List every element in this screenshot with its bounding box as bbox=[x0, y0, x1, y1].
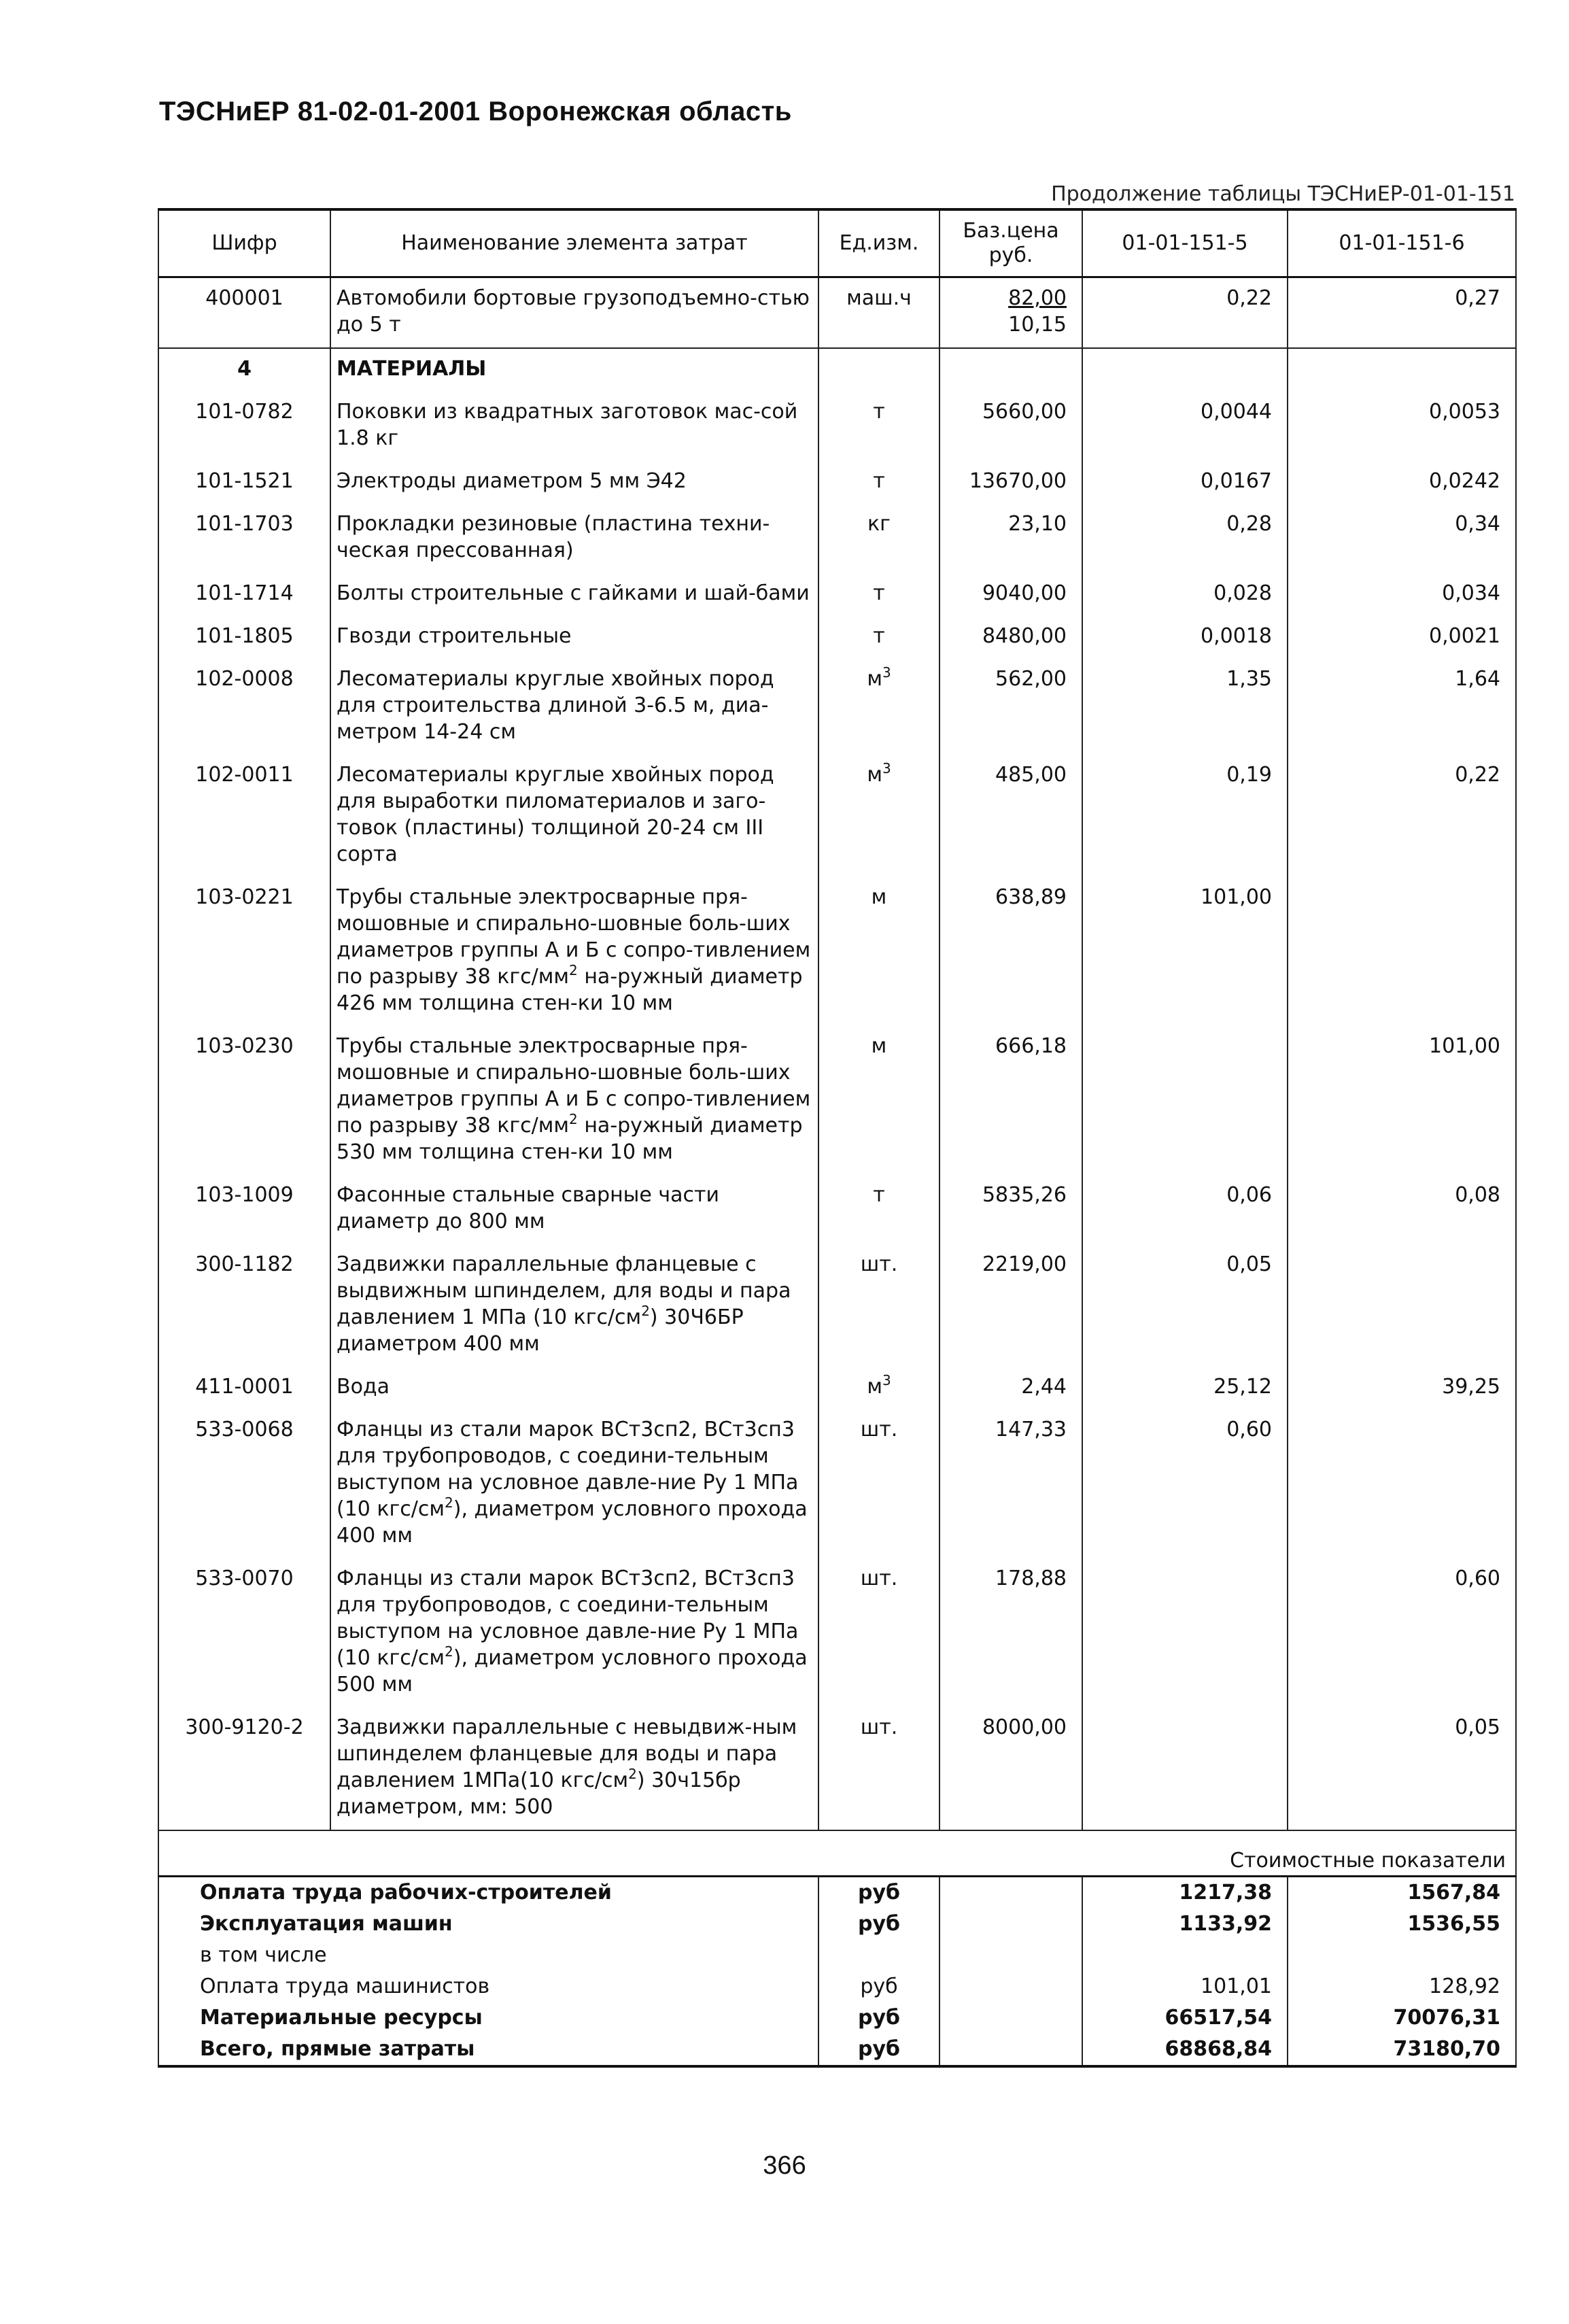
cell-name: Задвижки параллельные с невыдвиж-ным шпинделем фланцевые для воды и пара давлением 1МПа(10 кгс/$см^2$) 30ч15бр диаметром, мм: 500 bbox=[330, 1707, 818, 1830]
cell-151-6 bbox=[1288, 1244, 1516, 1367]
cell-name: Трубы стальные электросварные пря-мошовные и спирально-шовные боль-ших диаметров группы А и Б с сопро-тивлением по разрыву 38 кгс/$мм^2$ на-ружный диаметр 426 мм толщина стен-ки 10 мм bbox=[330, 877, 818, 1026]
cell-151-5: 0,19 bbox=[1082, 755, 1288, 877]
cell-unit: $м^3$ bbox=[818, 1367, 939, 1409]
summary-heading-row bbox=[158, 1830, 1516, 1877]
cell-unit: шт. bbox=[818, 1707, 939, 1830]
column-header-151-6: 01-01-151-6 bbox=[1288, 209, 1516, 277]
table-header-row bbox=[158, 209, 1516, 277]
cell-price: 638,89 bbox=[939, 877, 1082, 1026]
cell-code: 101-1805 bbox=[158, 616, 330, 659]
cell-unit: маш.ч bbox=[818, 277, 939, 349]
cell-151-5: 0,60 bbox=[1082, 1409, 1288, 1558]
table-row bbox=[158, 504, 1516, 573]
cell-name: Автомобили бортовые грузоподъемно-стью до 5 т bbox=[330, 277, 818, 349]
cell-unit: м bbox=[818, 1026, 939, 1175]
summary-151-5: 68868,84 bbox=[1082, 2034, 1288, 2066]
column-header-code: Шифр bbox=[158, 209, 330, 277]
summary-price-empty bbox=[939, 1971, 1082, 2002]
cell-code: 101-0782 bbox=[158, 392, 330, 461]
table-row bbox=[158, 277, 1516, 349]
summary-price-empty bbox=[939, 2034, 1082, 2066]
summary-label: в том числе bbox=[158, 1940, 818, 1971]
cell-151-5 bbox=[1082, 1707, 1288, 1830]
cell-code: 101-1703 bbox=[158, 504, 330, 573]
price-value: 82,00 bbox=[1008, 286, 1067, 310]
cell-price: 5835,26 bbox=[939, 1175, 1082, 1244]
cell-151-6: 0,05 bbox=[1288, 1707, 1516, 1830]
document-title: ТЭСНиЕР 81-02-01-2001 Воронежская область bbox=[159, 97, 792, 126]
table-row bbox=[158, 573, 1516, 616]
summary-151-6 bbox=[1288, 1940, 1516, 1971]
cell-code: 103-1009 bbox=[158, 1175, 330, 1244]
summary-label: Всего, прямые затраты bbox=[158, 2034, 818, 2066]
cell-151-6: 0,22 bbox=[1288, 755, 1516, 877]
table-row bbox=[158, 877, 1516, 1026]
summary-unit: руб bbox=[818, 2002, 939, 2034]
page-number: 366 bbox=[763, 2151, 806, 2180]
table-row bbox=[158, 1026, 1516, 1175]
summary-151-5: 101,01 bbox=[1082, 1971, 1288, 2002]
cell-code: 101-1714 bbox=[158, 573, 330, 616]
summary-151-6: 73180,70 bbox=[1288, 2034, 1516, 2066]
cell-name: Электроды диаметром 5 мм Э42 bbox=[330, 461, 818, 504]
cell-price: 13670,00 bbox=[939, 461, 1082, 504]
cell-151-6: 0,34 bbox=[1288, 504, 1516, 573]
cell-name: Прокладки резиновые (пластина техни-ческая прессованная) bbox=[330, 504, 818, 573]
summary-151-6: 128,92 bbox=[1288, 1971, 1516, 2002]
cell-151-5: 0,28 bbox=[1082, 504, 1288, 573]
cell-price: 2219,00 bbox=[939, 1244, 1082, 1367]
cell-151-5: 0,028 bbox=[1082, 573, 1288, 616]
cell-unit: шт. bbox=[818, 1409, 939, 1558]
table-row bbox=[158, 461, 1516, 504]
section-row bbox=[158, 348, 1516, 392]
cell-151-6 bbox=[1288, 1409, 1516, 1558]
cell-price: 8000,00 bbox=[939, 1707, 1082, 1830]
table-row bbox=[158, 1409, 1516, 1558]
cell-code: 103-0221 bbox=[158, 877, 330, 1026]
summary-151-6: 70076,31 bbox=[1288, 2002, 1516, 2034]
cell-151-6: 0,27 bbox=[1288, 277, 1516, 349]
summary-151-5: 66517,54 bbox=[1082, 2002, 1288, 2034]
cell-151-6 bbox=[1288, 877, 1516, 1026]
cell-code: 101-1521 bbox=[158, 461, 330, 504]
norms-table bbox=[158, 208, 1517, 2068]
cell-unit: м bbox=[818, 877, 939, 1026]
cell-151-6: 0,034 bbox=[1288, 573, 1516, 616]
cell-151-6: 101,00 bbox=[1288, 1026, 1516, 1175]
cell-price: 5660,00 bbox=[939, 392, 1082, 461]
cell-unit: кг bbox=[818, 504, 939, 573]
summary-row bbox=[158, 1877, 1516, 1909]
summary-151-5: 1217,38 bbox=[1082, 1877, 1288, 1909]
summary-price-empty bbox=[939, 1877, 1082, 1909]
cell-price: 23,10 bbox=[939, 504, 1082, 573]
cell-151-6: 0,0053 bbox=[1288, 392, 1516, 461]
table-row bbox=[158, 392, 1516, 461]
cell-151-5: 0,0044 bbox=[1082, 392, 1288, 461]
summary-unit: руб bbox=[818, 1877, 939, 1909]
table-row bbox=[158, 1367, 1516, 1409]
summary-row bbox=[158, 1940, 1516, 1971]
cell-name: Фланцы из стали марок ВСт3сп2, ВСт3сп3 для трубопроводов, с соедини-тельным выступом на условное давле-ние Ру 1 МПа (10 кгс/$см^2$), диаметром условного прохода 500 мм bbox=[330, 1558, 818, 1707]
cell-151-5: 0,06 bbox=[1082, 1175, 1288, 1244]
summary-label: Материальные ресурсы bbox=[158, 2002, 818, 2034]
cell-151-5 bbox=[1082, 1558, 1288, 1707]
cell-151-6: 39,25 bbox=[1288, 1367, 1516, 1409]
cell-price: 9040,00 bbox=[939, 573, 1082, 616]
cell-151-6: 0,08 bbox=[1288, 1175, 1516, 1244]
cell-151-5 bbox=[1082, 348, 1288, 392]
table-row bbox=[158, 755, 1516, 877]
table-row bbox=[158, 1175, 1516, 1244]
cell-price: 666,18 bbox=[939, 1026, 1082, 1175]
summary-unit: руб bbox=[818, 1971, 939, 2002]
summary-label: Эксплуатация машин bbox=[158, 1909, 818, 1940]
cell-name: Вода bbox=[330, 1367, 818, 1409]
summary-row bbox=[158, 1971, 1516, 2002]
summary-heading: Стоимостные показатели bbox=[158, 1830, 1516, 1877]
cell-price: 147,33 bbox=[939, 1409, 1082, 1558]
summary-unit: руб bbox=[818, 1909, 939, 1940]
cell-price: 178,88 bbox=[939, 1558, 1082, 1707]
column-header-name: Наименование элемента затрат bbox=[330, 209, 818, 277]
cell-151-6: 0,60 bbox=[1288, 1558, 1516, 1707]
column-header-unit: Ед.изм. bbox=[818, 209, 939, 277]
summary-unit: руб bbox=[818, 2034, 939, 2066]
cell-price: 2,44 bbox=[939, 1367, 1082, 1409]
summary-151-6: 1567,84 bbox=[1288, 1877, 1516, 1909]
cell-unit: $м^3$ bbox=[818, 659, 939, 755]
table-row bbox=[158, 659, 1516, 755]
table-row bbox=[158, 1558, 1516, 1707]
summary-price-empty bbox=[939, 1909, 1082, 1940]
summary-151-5: 1133,92 bbox=[1082, 1909, 1288, 1940]
cell-unit: т bbox=[818, 616, 939, 659]
cell-151-5: 25,12 bbox=[1082, 1367, 1288, 1409]
cell-price: 562,00 bbox=[939, 659, 1082, 755]
table-body bbox=[158, 277, 1516, 1831]
summary-label: Оплата труда машинистов bbox=[158, 1971, 818, 2002]
cell-unit: шт. bbox=[818, 1244, 939, 1367]
cell-unit: т bbox=[818, 461, 939, 504]
cell-code: 300-1182 bbox=[158, 1244, 330, 1367]
cell-name: Фасонные стальные сварные части диаметр до 800 мм bbox=[330, 1175, 818, 1244]
cell-name: Поковки из квадратных заготовок мас-сой 1.8 кг bbox=[330, 392, 818, 461]
summary-151-6: 1536,55 bbox=[1288, 1909, 1516, 1940]
summary-price-empty bbox=[939, 2002, 1082, 2034]
cell-code: 533-0068 bbox=[158, 1409, 330, 1558]
cell-151-5: 101,00 bbox=[1082, 877, 1288, 1026]
cell-151-5: 0,0018 bbox=[1082, 616, 1288, 659]
cell-code: 102-0008 bbox=[158, 659, 330, 755]
table-continuation-note: Продолжение таблицы ТЭСНиЕР-01-01-151 bbox=[1051, 182, 1515, 206]
table-row bbox=[158, 1707, 1516, 1830]
cell-code: 400001 bbox=[158, 277, 330, 349]
cell-price: 485,00 bbox=[939, 755, 1082, 877]
cell-code: 533-0070 bbox=[158, 1558, 330, 1707]
cell-name: Лесоматериалы круглые хвойных пород для строительства длиной 3-6.5 м, диа-метром 14-24 см bbox=[330, 659, 818, 755]
cell-name: МАТЕРИАЛЫ bbox=[330, 348, 818, 392]
cell-unit: т bbox=[818, 573, 939, 616]
cell-151-5 bbox=[1082, 1026, 1288, 1175]
table-row bbox=[158, 616, 1516, 659]
cell-name: Фланцы из стали марок ВСт3сп2, ВСт3сп3 для трубопроводов, с соедини-тельным выступом на условное давле-ние Ру 1 МПа (10 кгс/$см^2$), диаметром условного прохода 400 мм bbox=[330, 1409, 818, 1558]
cell-151-5: 0,05 bbox=[1082, 1244, 1288, 1367]
cell-151-5: 0,0167 bbox=[1082, 461, 1288, 504]
cell-price: 8480,00 bbox=[939, 616, 1082, 659]
summary-unit bbox=[818, 1940, 939, 1971]
cell-151-5: 0,22 bbox=[1082, 277, 1288, 349]
table-row bbox=[158, 1244, 1516, 1367]
summary-row bbox=[158, 2002, 1516, 2034]
cell-name: Задвижки параллельные фланцевые с выдвижным шпинделем, для воды и пара давлением 1 МПа (10 кгс/$см^2$) 30Ч6БР диаметром 400 мм bbox=[330, 1244, 818, 1367]
cell-151-6: 0,0021 bbox=[1288, 616, 1516, 659]
summary-row bbox=[158, 1909, 1516, 1940]
cell-price bbox=[939, 277, 1082, 349]
summary-label: Оплата труда рабочих-строителей bbox=[158, 1877, 818, 1909]
cell-151-6: 0,0242 bbox=[1288, 461, 1516, 504]
cell-unit: т bbox=[818, 1175, 939, 1244]
cell-151-5: 1,35 bbox=[1082, 659, 1288, 755]
cell-code: 103-0230 bbox=[158, 1026, 330, 1175]
cell-unit: $м^3$ bbox=[818, 755, 939, 877]
summary-row bbox=[158, 2034, 1516, 2066]
cell-151-6 bbox=[1288, 348, 1516, 392]
column-header-price: Баз.цена руб. bbox=[939, 209, 1082, 277]
summary-151-5 bbox=[1082, 1940, 1288, 1971]
cell-code: 300-9120-2 bbox=[158, 1707, 330, 1830]
cell-name: Гвозди строительные bbox=[330, 616, 818, 659]
cell-code: 102-0011 bbox=[158, 755, 330, 877]
cell-name: Болты строительные с гайками и шай-бами bbox=[330, 573, 818, 616]
cell-name: Трубы стальные электросварные пря-мошовные и спирально-шовные боль-ших диаметров группы А и Б с сопро-тивлением по разрыву 38 кгс/$мм^2$ на-ружный диаметр 530 мм толщина стен-ки 10 мм bbox=[330, 1026, 818, 1175]
summary-price-empty bbox=[939, 1940, 1082, 1971]
cell-code: 411-0001 bbox=[158, 1367, 330, 1409]
cell-unit: т bbox=[818, 392, 939, 461]
cell-unit bbox=[818, 348, 939, 392]
cell-name: Лесоматериалы круглые хвойных пород для выработки пиломатериалов и заго-товок (пластины) толщиной 20-24 см III сорта bbox=[330, 755, 818, 877]
cell-unit: шт. bbox=[818, 1558, 939, 1707]
price-secondary-value: 10,15 bbox=[1008, 313, 1067, 337]
cell-151-6: 1,64 bbox=[1288, 659, 1516, 755]
summary-body bbox=[158, 1830, 1516, 2066]
cell-code: 4 bbox=[158, 348, 330, 392]
cell-price bbox=[939, 348, 1082, 392]
column-header-151-5: 01-01-151-5 bbox=[1082, 209, 1288, 277]
